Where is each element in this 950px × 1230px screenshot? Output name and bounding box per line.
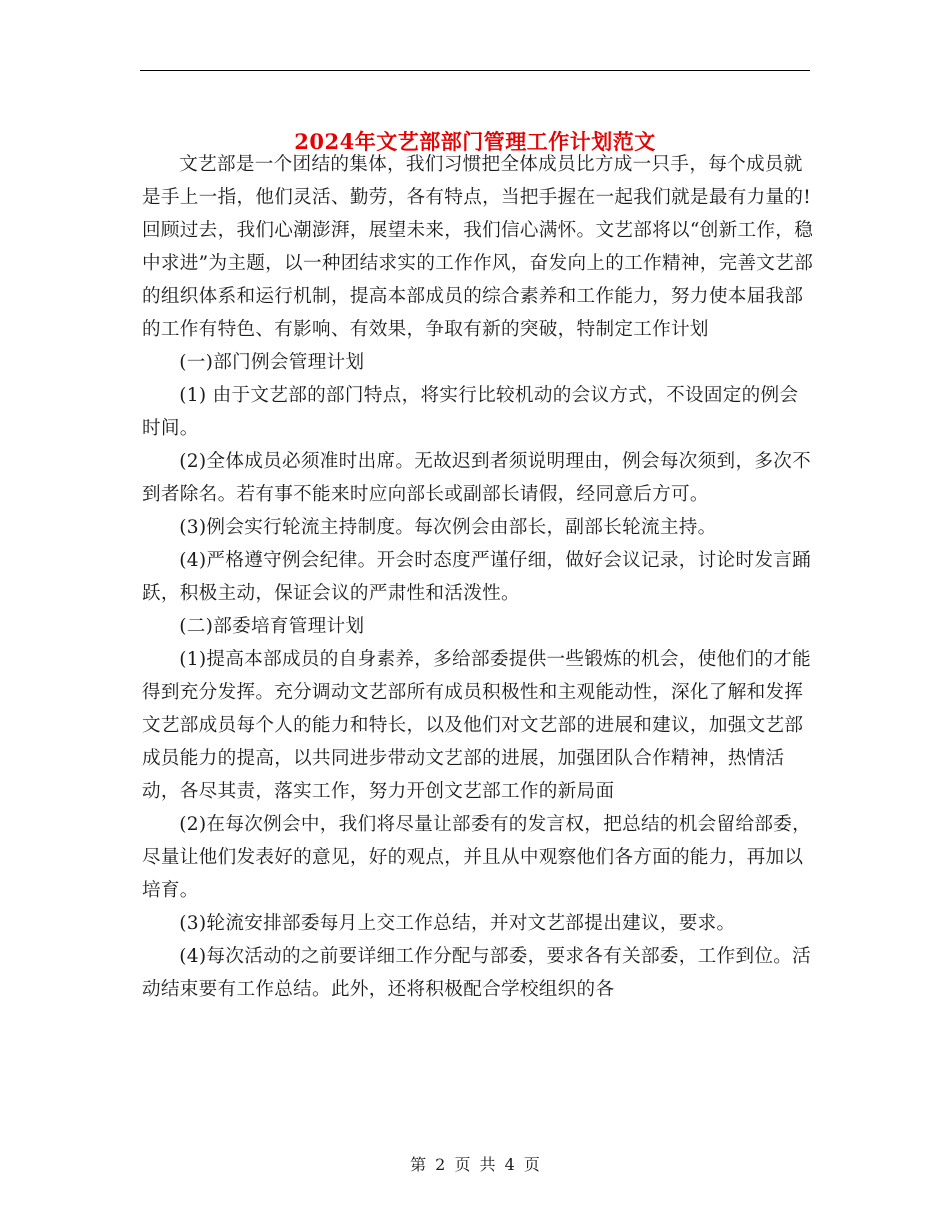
document-title: 2024年文艺部部门管理工作计划范文 <box>294 129 656 155</box>
section-heading-training: (二)部委培育管理计划 <box>179 616 365 637</box>
paragraph-training-3: (3)轮流安排部委每月上交工作总结，并对文艺部提出建议，要求。 <box>179 913 736 934</box>
paragraph-meeting-1: (1) 由于文艺部的部门特点，将实行比较机动的会议方式，不设固定的例会时间。 <box>142 385 799 439</box>
paragraph-training-1: (1)提高本部成员的自身素养，多给部委提供一些锻炼的机会，使他们的才能得到充分发挥。充分调动文艺部所有成员积极性和主观能动性，深化了解和发挥文艺部成员每个人的能力和特长，以及他们对文艺部的进展和建议，加强文艺部成员能力的提高，以共同进步带动文艺部的进展，加强团队合作精神，热情活动，各尽其责，落实工作，努力开创文艺部工作的新局面 <box>142 649 812 802</box>
page-number: 第 2 页 共 4 页 <box>410 1155 540 1174</box>
paragraph-meeting-2: (2)全体成员必须准时出席。无故迟到者须说明理由，例会每次须到，多次不到者除名。若有事不能来时应向部长或副部长请假，经同意后方可。 <box>142 451 812 505</box>
paragraph-training-4: (4)每次活动的之前要详细工作分配与部委，要求各有关部委，工作到位。活动结束要有工作总结。此外，还将积极配合学校组织的各 <box>142 946 812 1000</box>
paragraph-meeting-4: (4)严格遵守例会纪律。开会时态度严谨仔细，做好会议记录，讨论时发言踊跃，积极主动，保证会议的严肃性和活泼性。 <box>142 550 812 604</box>
section-heading-meeting: (一)部门例会管理计划 <box>179 352 365 373</box>
document-body <box>142 148 814 1006</box>
paragraph-meeting-3: (3)例会实行轮流主持制度。每次例会由部长，副部长轮流主持。 <box>179 517 717 538</box>
paragraph-intro: 文艺部是一个团结的集体，我们习惯把全体成员比方成一只手，每个成员就是手上一指，他们灵活、勤劳，各有特点，当把手握在一起我们就是最有力量的!回顾过去，我们心潮澎湃，展望未来，我们信心满怀。文艺部将以“创新工作，稳中求进”为主题，以一种团结求实的工作作风，奋发向上的工作精神，完善文艺部的组织体系和运行机制，提高本部成员的综合素养和工作能力，努力使本届我部的工作有特色、有影响、有效果，争取有新的突破，特制定工作计划 <box>142 154 814 340</box>
header-rule <box>140 70 810 71</box>
paragraph-training-2: (2)在每次例会中，我们将尽量让部委有的发言权，把总结的机会留给部委，尽量让他们发表好的意见，好的观点，并且从中观察他们各方面的能力，再加以培育。 <box>142 814 812 901</box>
